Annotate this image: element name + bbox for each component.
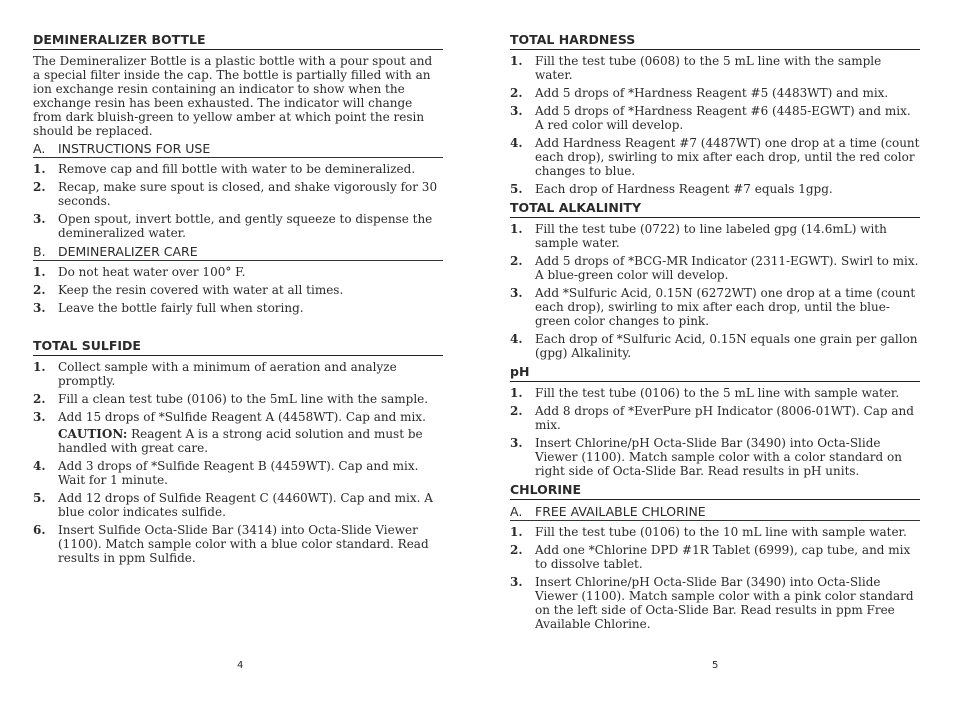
care-subheading — [33, 244, 443, 261]
section-spacer — [33, 319, 443, 338]
step-number: 6. — [33, 523, 46, 537]
step-text: Collect sample with a minimum of aeration and analyze promptly. — [58, 360, 397, 388]
step-number: 4. — [510, 136, 523, 150]
step-text: Keep the resin covered with water at all times. — [58, 283, 344, 297]
step-text: Each drop of Hardness Reagent #7 equals 1gpg. — [535, 182, 833, 196]
list-item — [510, 386, 920, 400]
step-number: 2. — [510, 543, 523, 557]
list-item — [510, 222, 920, 250]
step-number: 3. — [33, 212, 46, 226]
list-item — [510, 182, 920, 196]
list-item — [510, 254, 920, 282]
free-chlorine-letter: A. — [510, 504, 523, 519]
step-text: Do not heat water over 100° F. — [58, 265, 246, 279]
step-number: 5. — [33, 491, 46, 505]
step-text: Leave the bottle fairly full when storing. — [58, 301, 304, 315]
list-item — [510, 436, 920, 478]
list-item — [510, 286, 920, 328]
step-number: 2. — [510, 404, 523, 418]
list-item — [33, 360, 443, 388]
list-item — [510, 86, 920, 100]
caution-label: CAUTION: — [58, 427, 128, 441]
alkalinity-heading: TOTAL ALKALINITY — [510, 200, 920, 218]
right-page — [510, 32, 920, 635]
list-item — [33, 491, 443, 519]
hardness-heading: TOTAL HARDNESS — [510, 32, 920, 50]
step-number: 1. — [33, 162, 46, 176]
instructions-letter: A. — [33, 141, 46, 156]
step-number: 3. — [510, 436, 523, 450]
step-text: Recap, make sure spout is closed, and shake vigorously for 30 seconds. — [58, 180, 438, 208]
page-number-right: 5 — [712, 660, 719, 671]
step-number: 1. — [510, 525, 523, 539]
step-text: Fill the test tube (0722) to line labeled gpg (14.6mL) with sample water. — [535, 222, 887, 250]
list-item — [33, 283, 443, 297]
step-number: 3. — [510, 575, 523, 589]
step-text: Add 5 drops of *Hardness Reagent #6 (4485-EGWT) and mix. A red color will develop. — [535, 104, 911, 132]
sulfide-steps — [33, 360, 443, 565]
step-text: Add 12 drops of Sulfide Reagent C (4460WT). Cap and mix. A blue color indicates sulfide. — [58, 491, 433, 519]
list-item — [33, 162, 443, 176]
list-item — [33, 212, 443, 240]
instructions-title: INSTRUCTIONS FOR USE — [58, 141, 211, 156]
page-number-left: 4 — [237, 660, 244, 671]
step-text: Add 3 drops of *Sulfide Reagent B (4459WT). Cap and mix. Wait for 1 minute. — [58, 459, 419, 487]
step-text: Open spout, invert bottle, and gently squeeze to dispense the demineralized water. — [58, 212, 433, 240]
chlorine-heading: CHLORINE — [510, 482, 920, 500]
step-text: Add one *Chlorine DPD #1R Tablet (6999), cap tube, and mix to dissolve tablet. — [535, 543, 911, 571]
step-text: Add 15 drops of *Sulfide Reagent A (4458WT). Cap and mix. — [58, 410, 426, 424]
free-chlorine-title: FREE AVAILABLE CHLORINE — [535, 504, 706, 519]
caution-note — [58, 427, 443, 455]
step-number: 1. — [33, 265, 46, 279]
list-item — [33, 392, 443, 406]
care-list — [33, 265, 443, 315]
instructions-subheading — [33, 141, 443, 158]
demineralizer-heading: DEMINERALIZER BOTTLE — [33, 32, 443, 50]
step-number: 2. — [510, 86, 523, 100]
list-item — [33, 459, 443, 487]
instructions-list — [33, 162, 443, 240]
list-item — [510, 543, 920, 571]
step-text: Add Hardness Reagent #7 (4487WT) one drop at a time (count each drop), swirling to mix after each drop, until the red color changes to blue. — [535, 136, 920, 178]
list-item — [510, 404, 920, 432]
step-text: Add 8 drops of *EverPure pH Indicator (8006-01WT). Cap and mix. — [535, 404, 914, 432]
step-number: 2. — [33, 180, 46, 194]
step-text: Insert Chlorine/pH Octa-Slide Bar (3490) into Octa-Slide Viewer (1100). Match sample color with a pink color standard on the left side of Octa-Slide Bar. Read results in ppm Free Available Chlorine. — [535, 575, 914, 631]
caution-text: Reagent A is a strong acid solution and must be handled with great care. — [58, 427, 423, 455]
step-number: 1. — [510, 222, 523, 236]
list-item — [510, 525, 920, 539]
step-number: 3. — [510, 104, 523, 118]
free-chlorine-subheading — [510, 504, 920, 521]
hardness-steps — [510, 54, 920, 196]
step-number: 1. — [510, 54, 523, 68]
list-item — [33, 301, 443, 315]
step-text: Fill the test tube (0106) to the 5 mL line with sample water. — [535, 386, 900, 400]
list-item — [33, 410, 443, 424]
step-text: Insert Sulfide Octa-Slide Bar (3414) into Octa-Slide Viewer (1100). Match sample color with a blue color standard. Read results in ppm Sulfide. — [58, 523, 429, 565]
ph-steps — [510, 386, 920, 478]
list-item — [510, 136, 920, 178]
list-item — [33, 265, 443, 279]
step-text: Remove cap and fill bottle with water to be demineralized. — [58, 162, 416, 176]
step-number: 3. — [510, 286, 523, 300]
step-text: Fill the test tube (0106) to the 10 mL line with sample water. — [535, 525, 907, 539]
step-number: 2. — [33, 392, 46, 406]
care-title: DEMINERALIZER CARE — [58, 244, 198, 259]
list-item — [510, 575, 920, 631]
list-item — [510, 54, 920, 82]
step-number: 4. — [510, 332, 523, 346]
step-number: 1. — [33, 360, 46, 374]
step-number: 4. — [33, 459, 46, 473]
care-letter: B. — [33, 244, 46, 259]
step-text: Add *Sulfuric Acid, 0.15N (6272WT) one drop at a time (count each drop), swirling to mix after each drop, until the blue-green color changes to pink. — [535, 286, 916, 328]
step-text: Add 5 drops of *BCG-MR Indicator (2311-EGWT). Swirl to mix. A blue-green color will develop. — [535, 254, 919, 282]
chlorine-steps — [510, 525, 920, 631]
left-page — [33, 32, 443, 569]
step-number: 2. — [510, 254, 523, 268]
demineralizer-intro: The Demineralizer Bottle is a plastic bottle with a pour spout and a special filter inside the cap. The bottle is partially filled with an ion exchange resin containing an indicator to show when the exchange resin has been exhausted. The indicator will change from dark bluish-green to yellow amber at which point the resin should be replaced. — [33, 54, 433, 138]
step-text: Add 5 drops of *Hardness Reagent #5 (4483WT) and mix. — [535, 86, 889, 100]
list-item — [33, 180, 443, 208]
step-number: 3. — [33, 410, 46, 424]
sulfide-heading: TOTAL SULFIDE — [33, 338, 443, 356]
ph-heading: pH — [510, 364, 920, 382]
step-number: 2. — [33, 283, 46, 297]
step-text: Fill a clean test tube (0106) to the 5mL line with the sample. — [58, 392, 429, 406]
list-item — [33, 523, 443, 565]
step-number: 3. — [33, 301, 46, 315]
step-number: 1. — [510, 386, 523, 400]
list-item — [510, 104, 920, 132]
list-item — [510, 332, 920, 360]
step-text: Each drop of *Sulfuric Acid, 0.15N equals one grain per gallon (gpg) Alkalinity. — [535, 332, 918, 360]
step-text: Fill the test tube (0608) to the 5 mL line with the sample water. — [535, 54, 882, 82]
step-text: Insert Chlorine/pH Octa-Slide Bar (3490) into Octa-Slide Viewer (1100). Match sample color with a color standard on right side of Octa-Slide Bar. Read results in pH units. — [535, 436, 902, 478]
alkalinity-steps — [510, 222, 920, 360]
step-number: 5. — [510, 182, 523, 196]
